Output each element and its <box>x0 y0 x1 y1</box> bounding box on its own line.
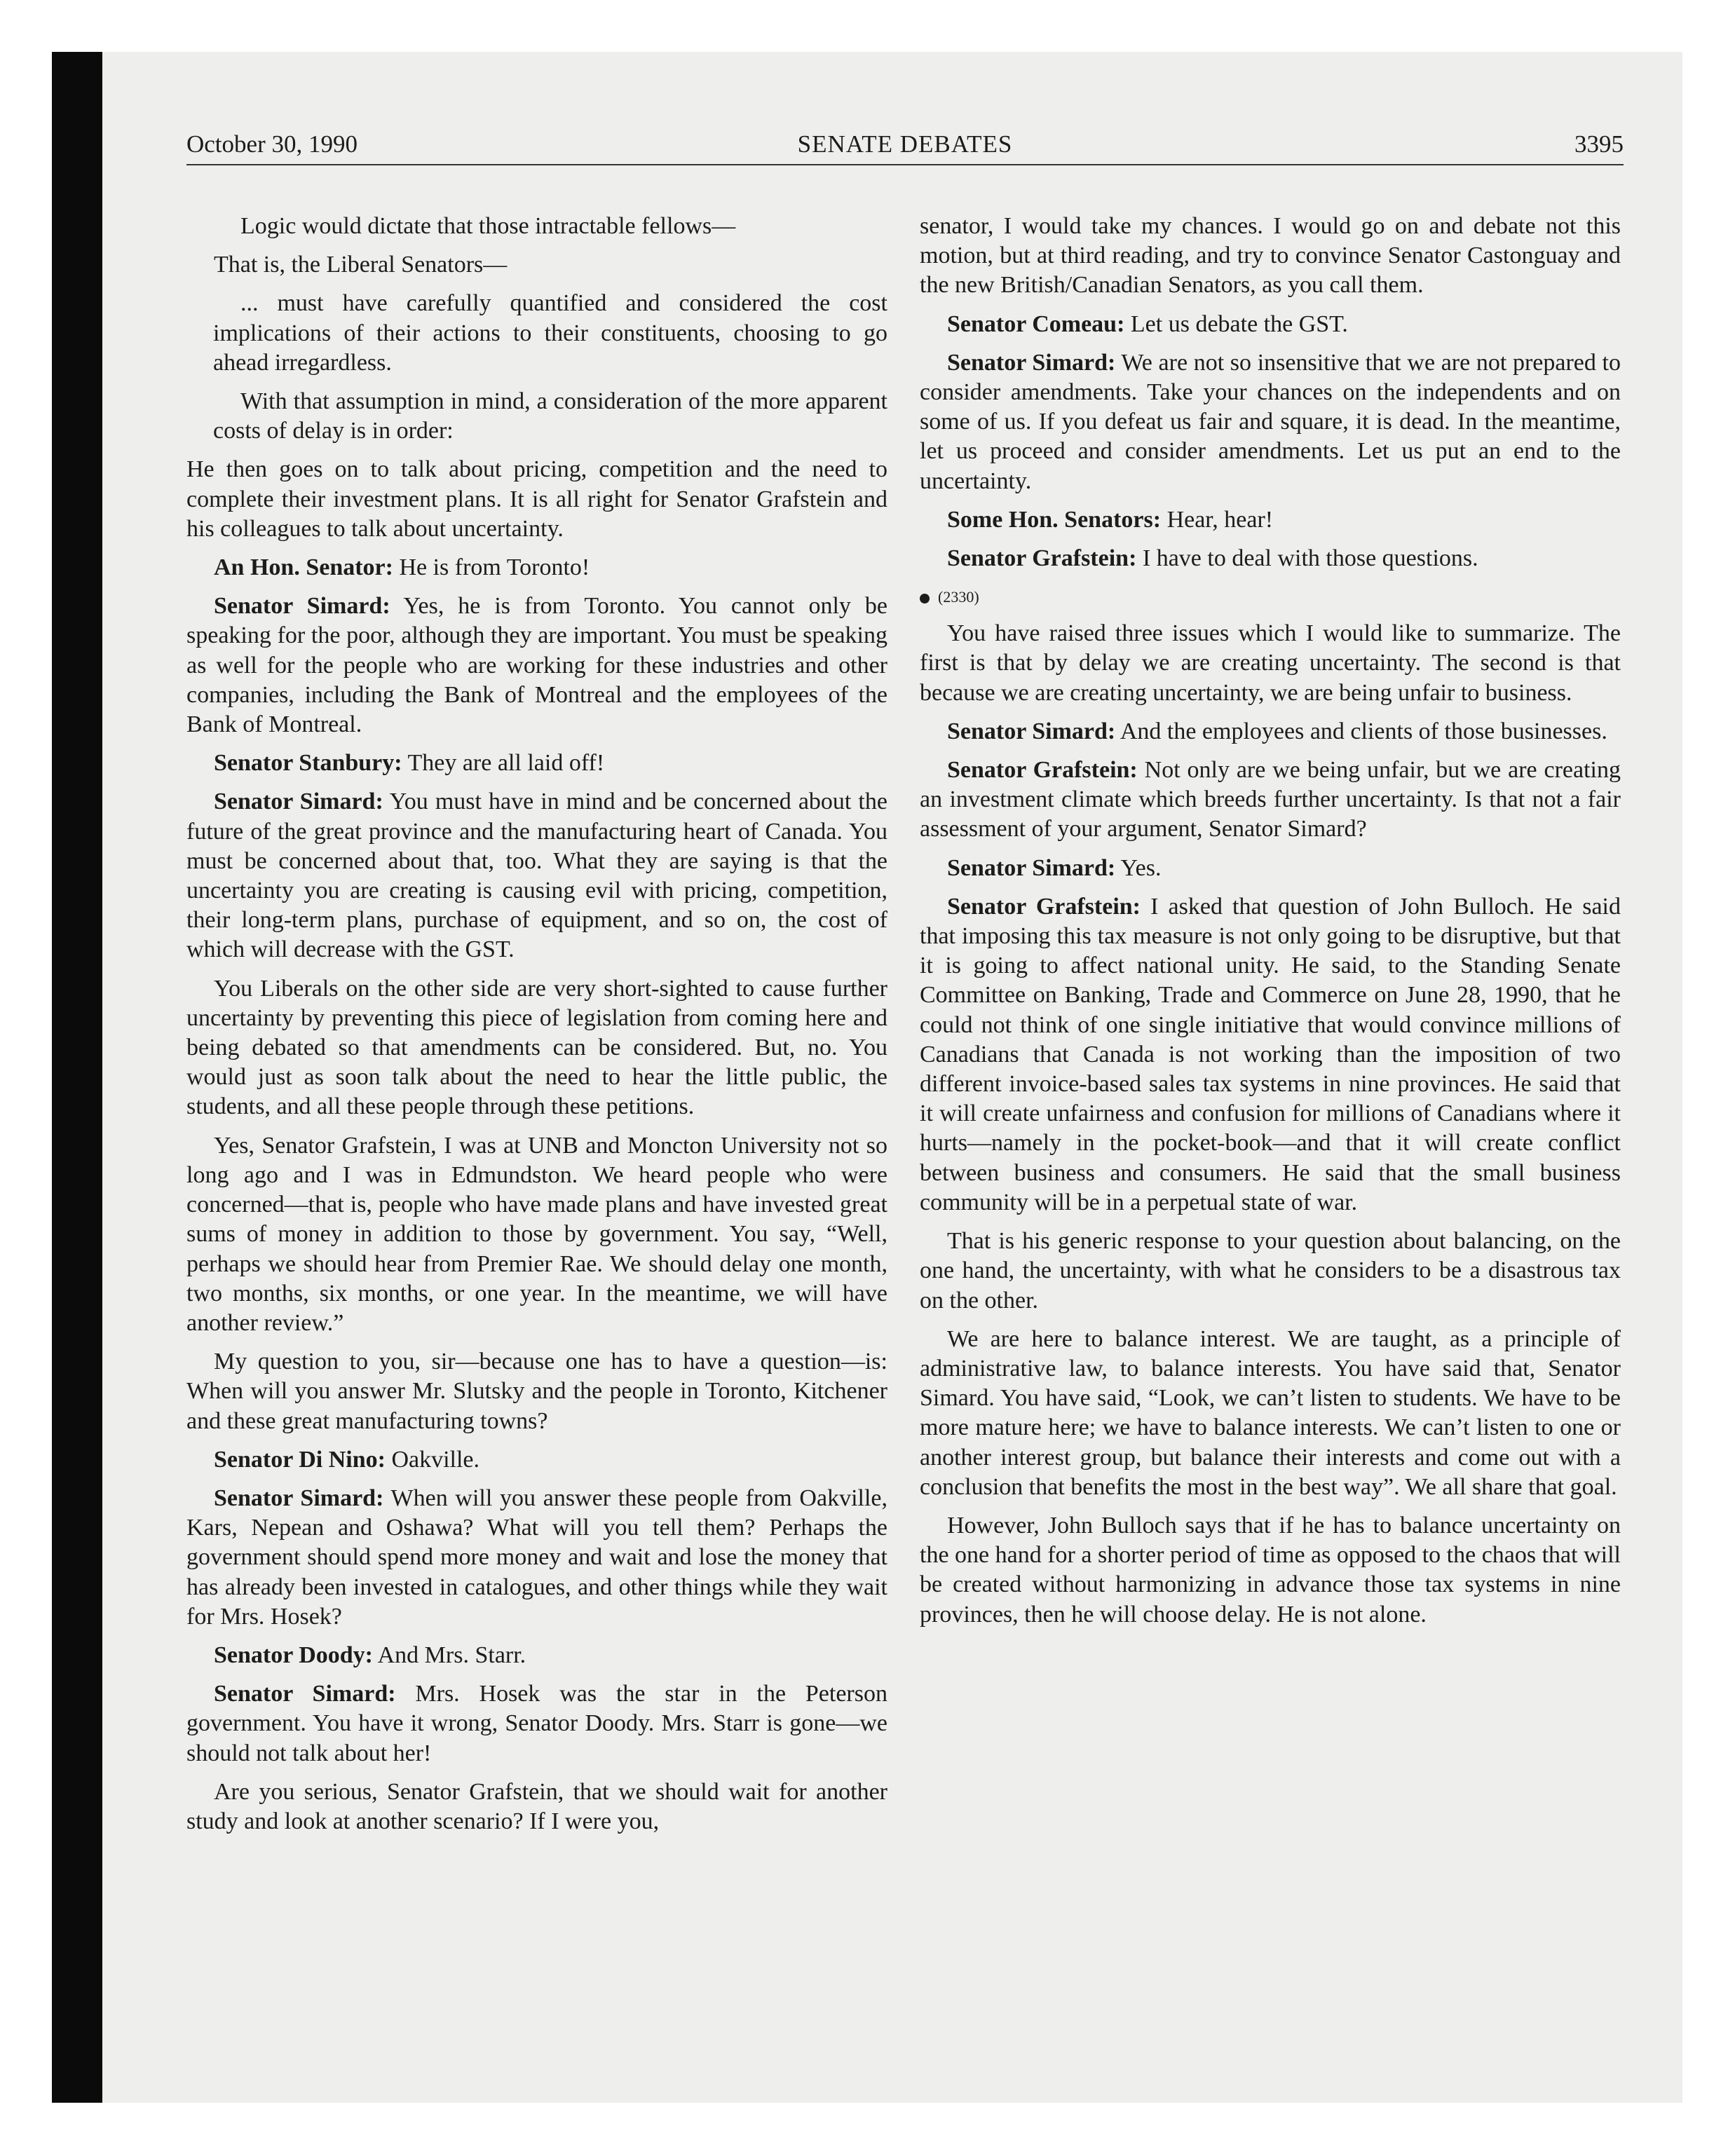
paragraph-text: When will you answer these people from Oakville, Kars, Nepean and Oshawa? What will you tell them? Perhaps the government should spend more money and wait and lose the money that has already been invested in catalogues, and other things while they wait for Mrs. Hosek? <box>186 1485 888 1630</box>
paragraph <box>186 974 887 1122</box>
paragraph-text: I have to deal with those questions. <box>1142 545 1478 572</box>
binding-edge <box>52 52 102 2103</box>
paragraph-text: With that assumption in mind, a consideration of the more apparent costs of delay is in order: <box>213 388 887 444</box>
paragraph <box>213 212 887 241</box>
paragraph <box>186 250 887 280</box>
paragraph-text: That is his generic response to your question about balancing, on the one hand, the uncertainty, with what he considers to be a disastrous tax on the other. <box>920 1228 1621 1314</box>
paragraph-text: Hear, hear! <box>1166 506 1274 533</box>
time-marker-label: (2330) <box>938 588 979 606</box>
paragraph-text: You Liberals on the other side are very short-sighted to cause further uncertainty by preventing this piece of legislation from coming here and being debated so that amendments can be considered. But, no. You would just as soon talk about the need to hear the little public, the students, and all these people through these petitions. <box>186 975 887 1120</box>
paragraph <box>920 544 1621 573</box>
paragraph <box>920 505 1621 535</box>
paragraph <box>186 749 887 778</box>
paragraph-text: Yes. <box>1120 854 1162 881</box>
paragraph <box>920 892 1621 1217</box>
paragraph <box>920 717 1621 746</box>
paragraph-text: We are not so insensitive that we are not prepared to consider amendments. Take your chances on the independents and on some of us. If you defeat us fair and square, it is dead. In the meantime, let us proceed and consider amendments. Let us put an end to the uncertainty. <box>920 349 1621 494</box>
speaker-name: An Hon. Senator: <box>214 554 393 581</box>
speaker-name: Senator Simard: <box>947 349 1116 376</box>
paragraph-text: Let us debate the GST. <box>1130 311 1348 337</box>
paragraph <box>186 1347 887 1436</box>
paragraph <box>186 787 887 964</box>
paragraph <box>213 289 887 378</box>
paragraph <box>920 348 1621 496</box>
paragraph <box>186 1445 887 1475</box>
paragraph <box>186 1778 887 1836</box>
paragraph-text: Mrs. Hosek was the star in the Peterson government. You have it wrong, Senator Doody. Mrs. Starr is gone—we should not talk about her! <box>186 1681 887 1766</box>
paragraph <box>920 1511 1621 1630</box>
paragraph-text: He then goes on to talk about pricing, competition and the need to complete their investment plans. It is all right for Senator Grafstein and his colleagues to talk about uncertainty. <box>186 456 887 542</box>
paragraph-text: Yes, he is from Toronto. You cannot only be speaking for the poor, although they are important. You must be speaking as well for the people who are working for these industries and other companies, including the Bank of Montreal and the employees of the Bank of Montreal. <box>186 593 887 738</box>
speaker-name: Senator Simard: <box>947 854 1116 881</box>
paragraph-text: That is, the Liberal Senators— <box>214 252 508 278</box>
paragraph <box>920 619 1621 708</box>
paragraph <box>920 212 1621 301</box>
left-column <box>186 212 887 1845</box>
paragraph <box>213 387 887 446</box>
speaker-name: Senator Di Nino: <box>214 1446 386 1473</box>
speaker-name: Senator Simard: <box>947 718 1116 744</box>
paragraph-text: Not only are we being unfair, but we are creating an investment climate which breeds further uncertainty. Is that not a fair assessment of your argument, Senator Simard? <box>920 757 1621 842</box>
speaker-name: Senator Grafstein: <box>947 893 1141 920</box>
paragraph-text: senator, I would take my chances. I would go on and debate not this motion, but at third reading, and try to convince Senator Castonguay and the new British/Canadian Senators, as you call them. <box>920 213 1621 299</box>
paragraph-text: You have raised three issues which I would like to summarize. The first is that by delay we are creating uncertainty. The second is that because we are creating uncertainty, we are being unfair to business. <box>920 620 1621 706</box>
paragraph-text: Yes, Senator Grafstein, I was at UNB and Moncton University not so long ago and I was in Edmundston. We heard people who were concerned—that is, people who have made plans and have invested great sums of money in addition to those by government. You say, “Well, perhaps we should hear from Premier Rae. We should delay one month, two months, six months, or one year. In the meantime, we will have another review.” <box>186 1132 887 1336</box>
speaker-name: Senator Simard: <box>214 1681 396 1707</box>
header-publication: SENATE DEBATES <box>797 130 1013 158</box>
paragraph-text: And the employees and clients of those businesses. <box>1120 718 1607 744</box>
paragraph-text: They are all laid off! <box>407 750 605 777</box>
paragraph <box>920 854 1621 883</box>
running-head <box>186 130 1624 165</box>
paragraph-text: Oakville. <box>391 1446 480 1473</box>
paragraph <box>920 756 1621 845</box>
paragraph-text: My question to you, sir—because one has to have a question—is: When will you answer Mr. Slutsky and the people in Toronto, Kitchener and these great manufacturing towns? <box>186 1349 887 1434</box>
speaker-name: Senator Doody: <box>214 1642 373 1668</box>
right-column <box>920 212 1621 1639</box>
paragraph-text: You must have in mind and be concerned about the future of the great province and the manufacturing heart of Canada. You must be concerned about that, too. What they are saying is that the uncertainty you are creating is causing evil with pricing, competition, their long-term plans, purchase of equipment, and so on, the cost of which will decrease with the GST. <box>186 789 887 963</box>
right-column-top <box>920 212 1621 573</box>
header-page-number: 3395 <box>1574 130 1624 158</box>
paragraph <box>920 1227 1621 1316</box>
speaker-name: Senator Simard: <box>214 789 383 815</box>
speaker-name: Senator Stanbury: <box>214 750 402 777</box>
speaker-name: Some Hon. Senators: <box>947 506 1162 533</box>
speaker-name: Senator Grafstein: <box>947 545 1137 572</box>
paragraph <box>186 592 887 739</box>
paragraph-text: We are here to balance interest. We are taught, as a principle of administrative law, to balance interests. You have said that, Senator Simard. You have said, “Look, we can’t listen to students. We have to be more mature here; we have to balance interests. We can’t listen to one or another interest group, but balance their interests and come out with a conclusion that benefits the most in the best way”. We all share that goal. <box>920 1325 1621 1500</box>
speaker-name: Senator Grafstein: <box>947 757 1138 784</box>
paragraph <box>186 1484 887 1632</box>
paragraph <box>186 1641 887 1670</box>
paragraph-text: However, John Bulloch says that if he has to balance uncertainty on the one hand for a shorter period of time as opposed to the chaos that will be created without harmonizing in advance those tax systems in nine provinces, then he will choose delay. He is not alone. <box>920 1512 1621 1628</box>
paragraph <box>186 1679 887 1768</box>
time-marker <box>920 582 1621 612</box>
paragraph-text: He is from Toronto! <box>399 554 590 581</box>
right-column-bottom <box>920 619 1621 1630</box>
paragraph-text: I asked that question of John Bulloch. He said that imposing this tax measure is not only going to be disruptive, but that it is going to affect national unity. He said, to the Standing Senate Committee on Banking, Trade and Commerce on June 28, 1990, that he could not think of one single initiative that would convince millions of Canadians that Canada is not working than the imposition of two different invoice-based sales tax systems in nine provinces. He said that it will create unfairness and confusion for millions of Canadians where it hurts—namely in the pocket-book—and that it will create conflict between business and consumers. He said that the small business community will be in a perpetual state of war. <box>920 893 1621 1215</box>
paragraph <box>186 553 887 582</box>
paragraph <box>920 1325 1621 1502</box>
paragraph-text: Are you serious, Senator Grafstein, that we should wait for another study and look at another scenario? If I were you, <box>186 1778 887 1834</box>
paragraph <box>186 1131 887 1338</box>
paragraph-text: ... must have carefully quantified and considered the cost implications of their actions to their constituents, choosing to go ahead irregardless. <box>213 290 887 376</box>
paragraph <box>920 310 1621 339</box>
speaker-name: Senator Comeau: <box>947 311 1125 337</box>
header-date: October 30, 1990 <box>186 130 358 158</box>
paragraph-text: And Mrs. Starr. <box>377 1642 526 1668</box>
paragraph-text: Logic would dictate that those intractable fellows— <box>240 213 736 239</box>
paragraph <box>186 455 887 544</box>
bullet-icon <box>920 594 930 603</box>
speaker-name: Senator Simard: <box>214 593 390 620</box>
speaker-name: Senator Simard: <box>214 1485 384 1511</box>
